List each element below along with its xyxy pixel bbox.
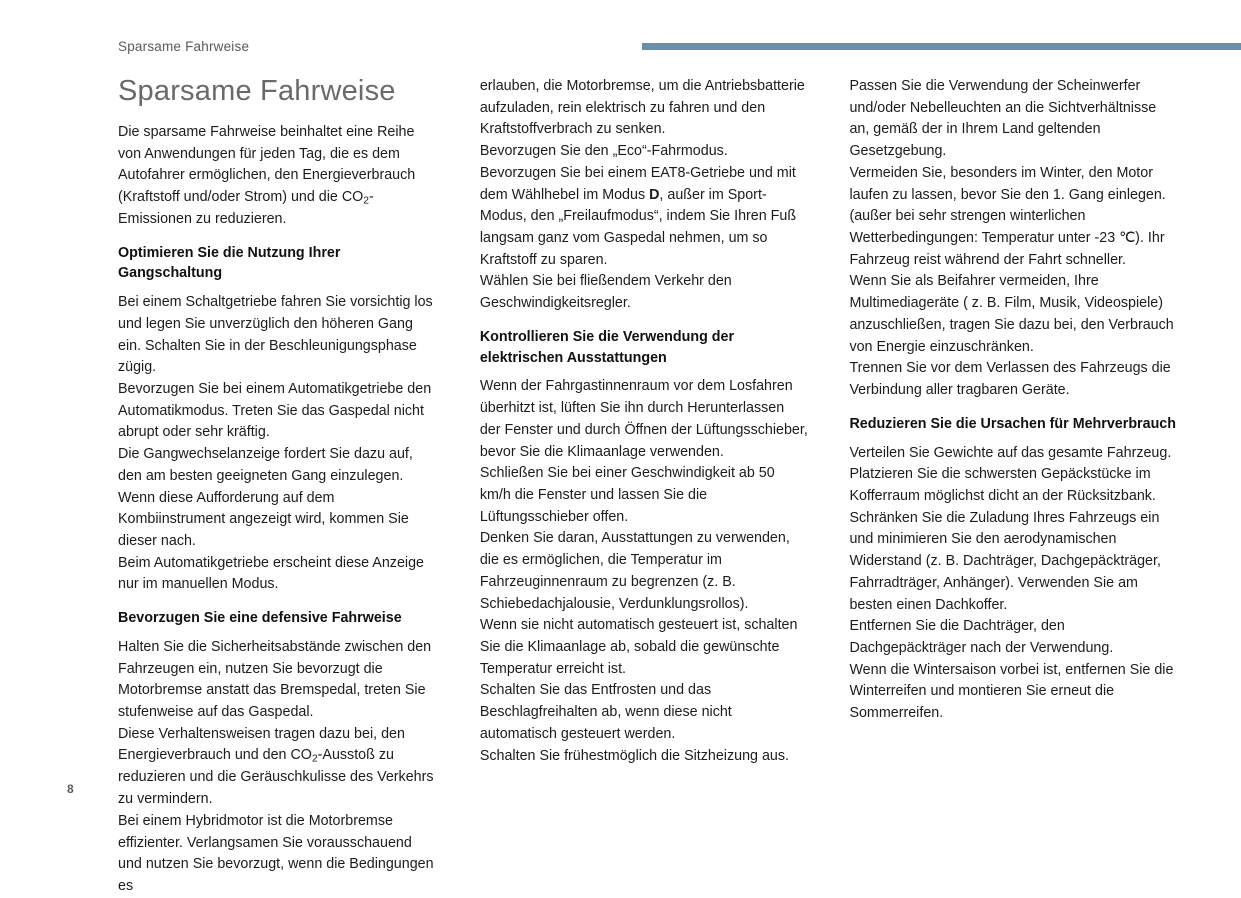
paragraph-c2-p3 bbox=[480, 163, 809, 272]
text-columns bbox=[118, 76, 1180, 898]
page-title: Sparsame Fahrweise bbox=[118, 75, 396, 107]
paragraph-c1-p2: Bevorzugen Sie bei einem Automatikgetriebe den Automatikmodus. Treten Sie das Gaspedal nicht abrupt oder sehr kräftig. bbox=[118, 380, 432, 441]
paragraph-c2-p2: Bevorzugen Sie den „Eco“-Fahrmodus. bbox=[479, 143, 728, 160]
section-heading-defensive-fahrweise: Bevorzugen Sie eine defensive Fahrweise bbox=[118, 610, 402, 627]
running-header-title: Sparsame Fahrweise bbox=[118, 39, 250, 54]
paragraph-c3-p6: Platzieren Sie die schwersten Gepäckstücke im Kofferraum möglichst dicht an der Rücksitzbank. bbox=[849, 466, 1156, 504]
header-rule bbox=[642, 43, 1241, 50]
paragraph-c3-p7: Schränken Sie die Zuladung Ihres Fahrzeugs ein und minimieren Sie den aerodynamischen Widerstand (z. B. Dachträger, Dachgepäckträger, Fahrradträger, Anhänger). Verwenden Sie am besten einen Dachkoffer. bbox=[849, 509, 1161, 613]
page-number: 8 bbox=[67, 782, 74, 796]
paragraph-c2-p6: Schließen Sie bei einer Geschwindigkeit ab 50 km/h die Fenster und lassen Sie die Lüftungsschieber offen. bbox=[479, 465, 775, 525]
section-heading-mehrverbrauch: Reduzieren Sie die Ursachen für Mehrverbrauch bbox=[849, 415, 1176, 432]
paragraph-c3-p5: Verteilen Sie Gewichte auf das gesamte Fahrzeug. bbox=[849, 444, 1172, 461]
paragraph-c1-p6 bbox=[118, 724, 439, 811]
co2-subscript-1: 2 bbox=[363, 195, 369, 207]
paragraph-c2-p9: Schalten Sie das Entfrosten und das Beschlagfreihalten ab, wenn diese nicht automatisch gesteuert werden. bbox=[479, 682, 732, 742]
paragraph-c2-p8: Wenn sie nicht automatisch gesteuert ist, schalten Sie die Klimaanlage ab, sobald die gewünschte Temperatur erreicht ist. bbox=[479, 617, 798, 677]
column-1 bbox=[118, 76, 439, 898]
intro-text-b: -Emissionen zu reduzieren. bbox=[118, 189, 374, 227]
paragraph-c2-p7: Denken Sie daran, Ausstattungen zu verwenden, die es ermöglichen, die Temperatur im Fahrzeuginnenraum zu begrenzen (z. B. Schiebedachjalousie, Verdunklungsrollos). bbox=[479, 530, 790, 612]
paragraph-c3-p3: Wenn Sie als Beifahrer vermeiden, Ihre Multimediageräte ( z. B. Film, Musik, Videospiele) anzuschließen, tragen Sie dazu bei, den Verbrauch von Energie einzuschränken. bbox=[849, 273, 1174, 355]
paragraph-c1-p3: Die Gangwechselanzeige fordert Sie dazu auf, den am besten geeigneten Gang einzulegen. Wenn diese Aufforderung auf dem Kombiinstrument angezeigt wird, kommen Sie dieser nach. bbox=[118, 446, 413, 549]
paragraph-c3-p8: Entfernen Sie die Dachträger, den Dachgepäckträger nach der Verwendung. bbox=[849, 618, 1114, 656]
column-3 bbox=[849, 76, 1180, 898]
paragraph-c2-p10: Schalten Sie frühestmöglich die Sitzheizung aus. bbox=[479, 747, 789, 764]
gear-mode-label: D bbox=[649, 186, 660, 203]
paragraph-c3-p1: Passen Sie die Verwendung der Scheinwerfer und/oder Nebelleuchten an die Sichtverhältnisse an, gemäß der in Ihrem Land geltenden Gesetzgebung. bbox=[849, 78, 1157, 160]
intro-text-a: Die sparsame Fahrweise beinhaltet eine Reihe von Anwendungen für jeden Tag, die es dem Autofahrer ermöglichen, den Energieverbrauch (Kraftstoff und/oder Strom) und die CO bbox=[118, 123, 416, 206]
section-heading-elektrische-ausstattungen: Kontrollieren Sie die Verwendung der elektrischen Ausstattungen bbox=[479, 328, 735, 366]
paragraph-c1-p7: Bei einem Hybridmotor ist die Motorbremse effizienter. Verlangsamen Sie vorausschauend und nutzen Sie bevorzugt, wenn die Bedingungen es bbox=[118, 812, 434, 894]
section-heading-gangschaltung: Optimieren Sie die Nutzung Ihrer Gangschaltung bbox=[118, 244, 341, 282]
paragraph-c3-p9: Wenn die Wintersaison vorbei ist, entfernen Sie die Winterreifen und montieren Sie erneut die Sommerreifen. bbox=[849, 661, 1174, 722]
paragraph-c1-p5: Halten Sie die Sicherheitsabstände zwischen den Fahrzeugen ein, nutzen Sie bevorzugt die Motorbremse anstatt das Bremspedal, treten Sie stufenweise auf das Gaspedal. bbox=[118, 638, 432, 721]
paragraph-c3-p4: Trennen Sie vor dem Verlassen des Fahrzeugs die Verbindung aller tragbaren Geräte. bbox=[849, 360, 1171, 399]
paragraph-c2-p1: erlauben, die Motorbremse, um die Antriebsbatterie aufzuladen, rein elektrisch zu fahren und den Kraftstoffverbrach zu senken. bbox=[479, 78, 805, 138]
paragraph-c1-p4: Beim Automatikgetriebe erscheint diese Anzeige nur im manuellen Modus. bbox=[118, 554, 424, 593]
column-2 bbox=[480, 76, 809, 898]
c1-p6-text-b: -Ausstoß zu reduzieren und die Geräuschkulisse des Verkehrs zu vermindern. bbox=[118, 747, 434, 808]
paragraph-c1-p1: Bei einem Schaltgetriebe fahren Sie vorsichtig los und legen Sie unverzüglich den höheren Gang ein. Schalten Sie in der Beschleunigungsphase zügig. bbox=[118, 294, 433, 376]
paragraph-intro bbox=[118, 122, 439, 231]
paragraph-c2-p4: Wählen Sie bei fließendem Verkehr den Geschwindigkeitsregler. bbox=[479, 273, 732, 312]
paragraph-c2-p5: Wenn der Fahrgastinnenraum vor dem Losfahren überhitzt ist, lüften Sie ihn durch Herunterlassen der Fenster und durch Öffnen der Lüftungsschieber, bevor Sie die Klimaanlage verwenden. bbox=[479, 378, 808, 460]
c2-p3-text-b: , außer im Sport-Modus, den „Freilaufmodus“, indem Sie Ihren Fuß langsam ganz vom Gaspedal nehmen, um so Kraftstoff zu sparen. bbox=[479, 186, 797, 268]
paragraph-c3-p2: Vermeiden Sie, besonders im Winter, den Motor laufen zu lassen, bevor Sie den 1. Gang einlegen.(außer bei sehr strengen winterlichen Wetterbedingungen: Temperatur unter -23 ℃). Ihr Fahrzeug reist während der Fahrt schneller. bbox=[849, 164, 1166, 268]
c2-p3-text-a: Bevorzugen Sie bei einem EAT8-Getriebe und mit dem Wählhebel im Modus bbox=[479, 164, 796, 203]
c1-p6-text-a: Diese Verhaltensweisen tragen dazu bei, den Energieverbrauch und den CO bbox=[118, 725, 405, 764]
co2-subscript-2: 2 bbox=[311, 753, 318, 765]
